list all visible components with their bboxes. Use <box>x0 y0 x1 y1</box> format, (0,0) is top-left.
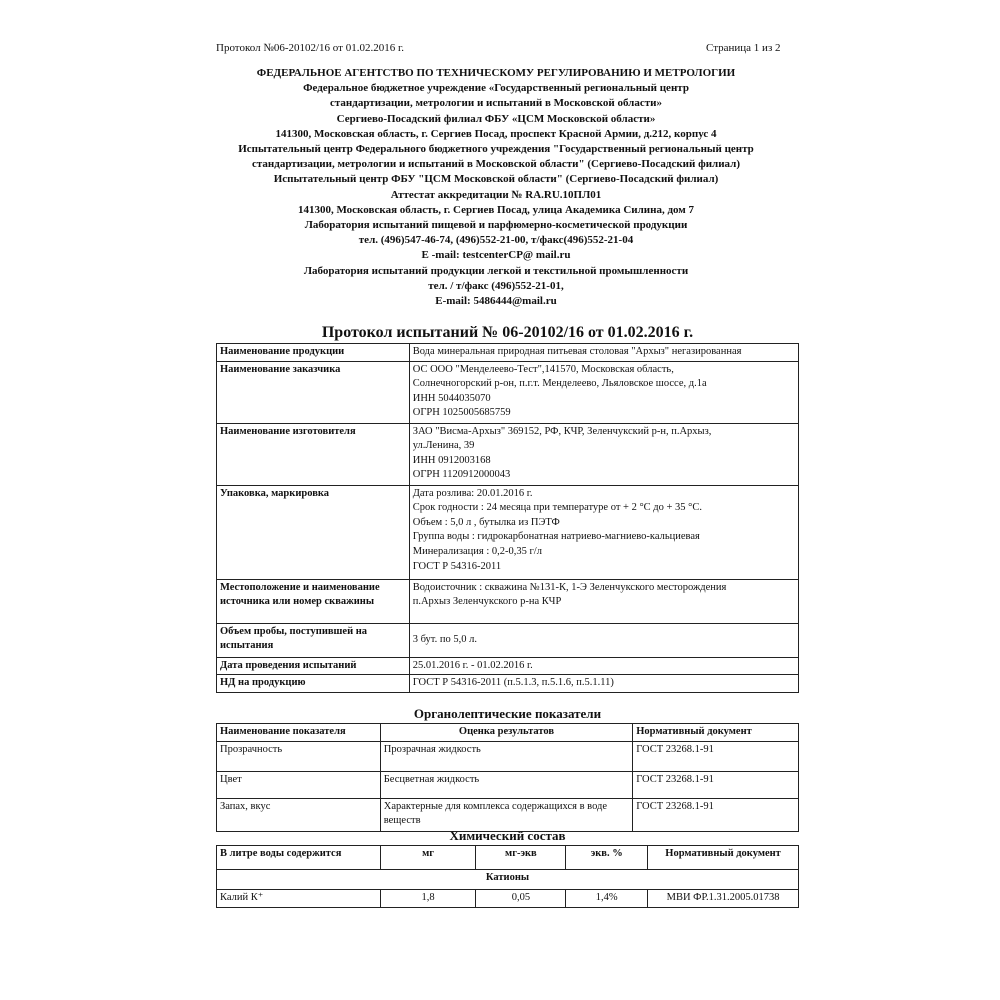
info-value <box>409 657 798 675</box>
org-line: тел. (496)547-46-74, (496)552-21-00, т/факс(496)552-21-04 <box>358 234 634 247</box>
org-line: Лаборатория испытаний пищевой и парфюмерно-косметической продукции <box>304 219 688 232</box>
org-line: Сергиево-Посадский филиал ФБУ «ЦСМ Московской области» <box>336 112 656 125</box>
table-subheader-row <box>217 870 799 890</box>
info-label: Наименование заказчика <box>217 361 410 423</box>
info-value <box>409 675 798 693</box>
column-header: Нормативный документ <box>648 846 799 870</box>
norm-document: ГОСТ 23268.1-91 <box>633 771 799 798</box>
info-line: Водоисточник : скважина №131-К, 1-Э Зеленчукского месторождения <box>412 581 727 593</box>
info-line: ГОСТ Р 54316-2011 (п.5.1.3, п.5.1.6, п.5.1.11) <box>412 677 614 689</box>
indicator-name: Запах, вкус <box>217 798 381 831</box>
info-line: Дата розлива: 20.01.2016 г. <box>412 487 533 499</box>
info-line: Объем : 5,0 л , бутылка из ПЭТФ <box>412 516 560 528</box>
org-line: ФЕДЕРАЛЬНОЕ АГЕНТСТВО ПО ТЕХНИЧЕСКОМУ РЕГУЛИРОВАНИЮ И МЕТРОЛОГИИ <box>256 67 736 79</box>
info-line: 25.01.2016 г. - 01.02.2016 г. <box>412 659 533 671</box>
info-label: Местоположение и наименование источника или номер скважины <box>217 579 410 623</box>
table-row <box>217 741 799 771</box>
table-row <box>217 423 799 485</box>
info-line: ИНН 0912003168 <box>412 454 491 466</box>
info-label: Объем пробы, поступившей на испытания <box>217 623 410 657</box>
column-header: мг <box>380 846 476 870</box>
result-value: Бесцветная жидкость <box>380 771 632 798</box>
info-line: ул.Ленина, 39 <box>412 440 475 452</box>
org-line: 141300, Московская область, г. Сергиев Посад, улица Академика Силина, дом 7 <box>297 203 695 216</box>
column-header: экв. % <box>566 846 648 870</box>
info-label: Упаковка, маркировка <box>217 485 410 579</box>
table-row <box>217 344 799 362</box>
column-header: В литре воды содержится <box>217 846 381 870</box>
info-label: Дата проведения испытаний <box>217 657 410 675</box>
table-row <box>217 579 799 623</box>
result-value: Прозрачная жидкость <box>380 741 632 771</box>
cations-subheader: Катионы <box>217 870 799 890</box>
info-line: Группа воды : гидрокарбонатная натриево-магниево-кальциевая <box>412 531 700 543</box>
info-value <box>409 423 798 485</box>
info-line: ОГРН 1025005685759 <box>412 407 511 419</box>
substance-name: Калий К⁺ <box>217 890 381 908</box>
table-row <box>217 485 799 579</box>
info-line: ИНН 5044035070 <box>412 392 491 404</box>
table-row <box>217 675 799 693</box>
page-number: Страница 1 из 2 <box>706 42 781 54</box>
column-header: Наименование показателя <box>217 724 381 742</box>
norm-document: МВИ ФР.1.31.2005.01738 <box>648 890 799 908</box>
norm-document: ГОСТ 23268.1-91 <box>633 798 799 831</box>
info-value <box>409 579 798 623</box>
info-line: Минерализация : 0,2-0,35 г/л <box>412 545 542 557</box>
info-line: п.Архыз Зеленчукского р-на КЧР <box>412 596 562 608</box>
table-row <box>217 361 799 423</box>
organoleptic-section-title: Органолептические показатели <box>413 706 602 721</box>
info-value <box>409 623 798 657</box>
org-line: E-mail: 5486444@mail.ru <box>435 295 557 308</box>
info-line: Солнечногорский р-он, п.г.т. Менделеево, Льяловское шоссе, д.1а <box>412 378 707 390</box>
info-value <box>409 344 798 362</box>
org-line: стандартизации, метрологии и испытаний в Московской области" (Сергиево-Посадский филиал) <box>252 158 740 171</box>
org-line: Федеральное бюджетное учреждение «Государственный региональный центр <box>303 82 689 95</box>
info-label: Наименование продукции <box>217 344 410 362</box>
mg-eq-value: 0,05 <box>476 890 566 908</box>
info-line: ЗАО "Висма-Архыз" 369152, РФ, КЧР, Зеленчукский р-н, п.Архыз, <box>412 425 712 437</box>
organoleptic-table <box>216 723 799 832</box>
org-line: Испытательный центр ФБУ "ЦСМ Московской области" (Сергиево-Посадский филиал) <box>273 173 719 186</box>
info-value <box>409 361 798 423</box>
table-row <box>217 657 799 675</box>
table-header-row <box>217 846 799 870</box>
product-info-table <box>216 343 799 693</box>
table-header-row <box>217 724 799 742</box>
organization-header <box>200 66 792 309</box>
info-line: 3 бут. по 5,0 л. <box>412 633 477 645</box>
protocol-title: Протокол испытаний № 06-20102/16 от 01.02.2016 г. <box>321 324 694 341</box>
table-row <box>217 771 799 798</box>
org-line: тел. / т/факс (496)552-21-01, <box>428 279 564 292</box>
org-line: Лаборатория испытаний продукции легкой и текстильной промышленности <box>303 264 689 277</box>
info-line: ОС ООО "Менделеево-Тест",141570, Московская область, <box>412 363 674 375</box>
column-header: Оценка результатов <box>380 724 632 742</box>
mg-value: 1,8 <box>380 890 476 908</box>
org-line: 141300, Московская область, г. Сергиев Посад, проспект Красной Армии, д.212, корпус 4 <box>275 127 717 140</box>
org-line: Испытательный центр Федерального бюджетного учреждения "Государственный региональный центр <box>238 143 754 156</box>
org-line: стандартизации, метрологии и испытаний в Московской области» <box>330 97 662 110</box>
protocol-reference: Протокол №06-20102/16 от 01.02.2016 г. <box>216 42 404 54</box>
info-line: ГОСТ Р 54316-2011 <box>412 560 502 572</box>
chemical-composition-table <box>216 845 799 908</box>
info-line: Срок годности : 24 месяца при температуре от + 2 °С до + 35 °С. <box>412 502 703 514</box>
org-line: E -mail: testcenterCP@ mail.ru <box>421 249 571 262</box>
eq-percent-value: 1,4% <box>566 890 648 908</box>
table-row <box>217 798 799 831</box>
info-label: Наименование изготовителя <box>217 423 410 485</box>
info-line: Вода минеральная природная питьевая столовая "Архыз" негазированная <box>412 346 742 357</box>
column-header: мг-экв <box>476 846 566 870</box>
info-line: ОГРН 1120912000043 <box>412 469 511 481</box>
indicator-name: Цвет <box>217 771 381 798</box>
norm-document: ГОСТ 23268.1-91 <box>633 741 799 771</box>
info-label: НД на продукцию <box>217 675 410 693</box>
result-value: Характерные для комплекса содержащихся в воде веществ <box>380 798 632 831</box>
info-value <box>409 485 798 579</box>
table-row <box>217 623 799 657</box>
chemical-section-title: Химический состав <box>449 828 566 843</box>
indicator-name: Прозрачность <box>217 741 381 771</box>
org-line: Аттестат аккредитации № RA.RU.10ПЛ01 <box>390 188 602 201</box>
column-header: Нормативный документ <box>633 724 799 742</box>
table-row <box>217 890 799 908</box>
